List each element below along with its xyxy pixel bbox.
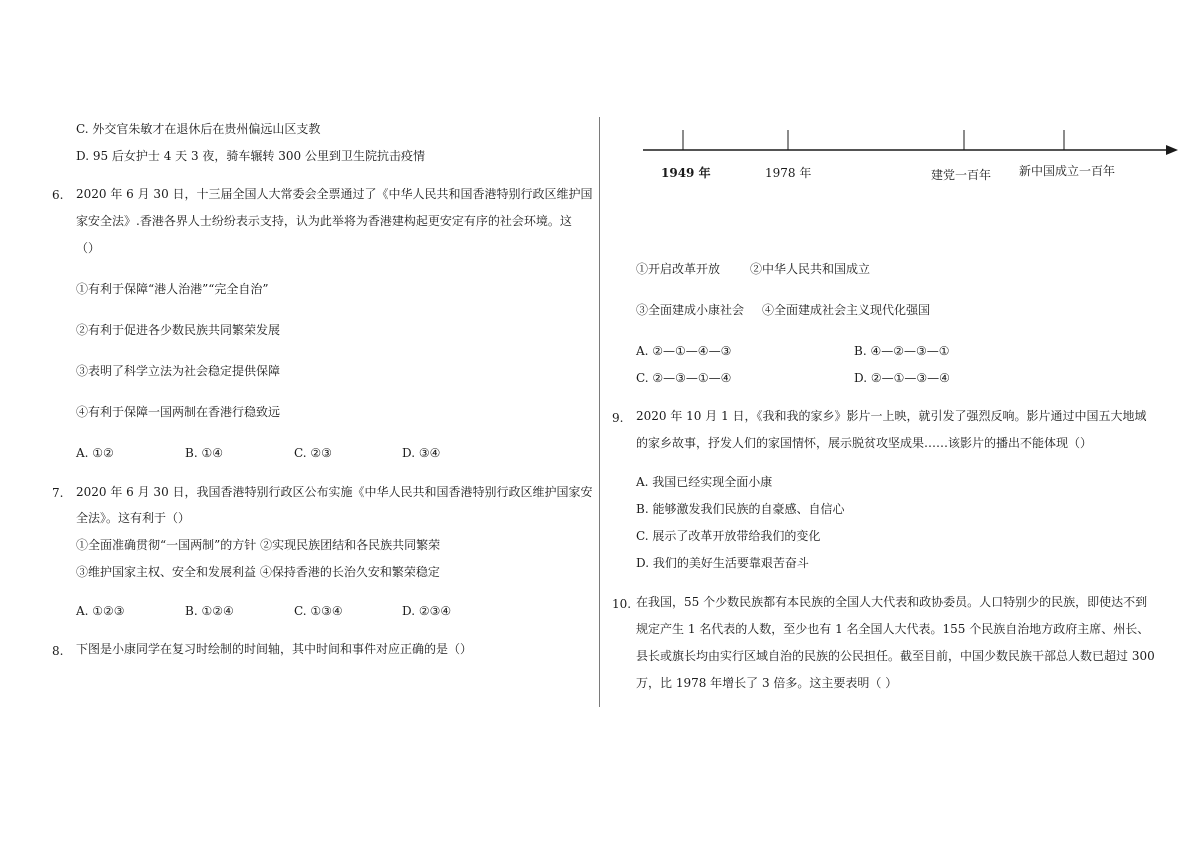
q10-stem-line1: 在我国，55 个少数民族都有本民族的全国人大代表和政协委员。人口特别少的民族，即使达不到	[636, 595, 1148, 609]
q7-option-b[interactable]: B. ①②④	[185, 604, 234, 618]
q8-item-3: ③全面建成小康社会	[636, 303, 745, 317]
q10-stem-line3: 县长或旗长均由实行区域自治的民族的公民担任。截至目前，中国少数民族干部总人数已超过 300	[636, 649, 1155, 663]
timeline-label-1978: 1978 年	[765, 166, 812, 180]
q8-option-a[interactable]: A. ②—①—④—③	[636, 344, 732, 358]
q10-stem-line4: 万，比 1978 年增长了 3 倍多。这主要表明（ ）	[636, 676, 898, 690]
q5-option-c[interactable]: C. 外交官朱敏才在退休后在贵州偏远山区支教	[76, 122, 321, 136]
q6-option-a[interactable]: A. ①②	[76, 446, 114, 460]
q8-option-c[interactable]: C. ②—③—①—④	[636, 371, 732, 385]
q6-stem-line2: 家安全法》.香港各界人士纷纷表示支持，认为此举将为香港建构起更安定有序的社会环境。这	[76, 214, 572, 228]
q9-number: 9.	[612, 411, 624, 425]
q7-number: 7.	[52, 486, 64, 500]
q9-stem-line1: 2020 年 10 月 1 日，《我和我的家乡》影片一上映，就引发了强烈反响。影片通过中国五大地域	[636, 409, 1147, 423]
q8-stem: 下图是小康同学在复习时绘制的时间轴，其中时间和事件对应正确的是（）	[76, 642, 473, 656]
q7-stem-line2: 全法》。这有利于（）	[76, 511, 191, 525]
q5-option-d[interactable]: D. 95 后女护士 4 天 3 夜，骑车辗转 300 公里到卫生院抗击疫情	[76, 149, 425, 163]
q6-item-4: ④有利于保障一国两制在香港行稳致远	[76, 405, 281, 419]
q6-item-2: ②有利于促进各少数民族共同繁荣发展	[76, 323, 281, 337]
timeline-label-prc-centenary: 新中国成立一百年	[1019, 164, 1116, 178]
timeline-label-1949: 1949 年	[661, 166, 711, 180]
q7-items-line2: ③维护国家主权、安全和发展利益 ④保持香港的长治久安和繁荣稳定	[76, 565, 440, 579]
q6-option-c[interactable]: C. ②③	[294, 446, 332, 460]
q9-stem-line2: 的家乡故事，抒发人们的家国情怀，展示脱贫攻坚成果……该影片的播出不能体现（）	[636, 436, 1093, 450]
q6-number: 6.	[52, 188, 64, 202]
timeline-label-party-centenary: 建党一百年	[931, 168, 992, 182]
q10-stem-line2: 规定产生 1 名代表的人数，至少也有 1 名全国人大代表。155 个民族自治地方政府主席、州长、	[636, 622, 1150, 636]
q8-option-b[interactable]: B. ④—②—③—①	[854, 344, 950, 358]
q6-stem-line3: （）	[76, 241, 101, 255]
column-divider	[599, 117, 600, 707]
q8-number: 8.	[52, 644, 64, 658]
q10-number: 10.	[612, 597, 632, 611]
timeline-axis	[643, 128, 1178, 160]
q7-option-a[interactable]: A. ①②③	[76, 604, 125, 618]
q9-option-b[interactable]: B. 能够激发我们民族的自豪感、自信心	[636, 502, 845, 516]
q6-item-3: ③表明了科学立法为社会稳定提供保障	[76, 364, 281, 378]
q9-option-d[interactable]: D. 我们的美好生活要靠艰苦奋斗	[636, 556, 809, 570]
timeline	[643, 128, 1178, 188]
q8-option-d[interactable]: D. ②—①—③—④	[854, 371, 950, 385]
q9-option-c[interactable]: C. 展示了改革开放带给我们的变化	[636, 529, 821, 543]
q7-stem-line1: 2020 年 6 月 30 日，我国香港特别行政区公布实施《中华人民共和国香港特别行政区维护国家安	[76, 485, 593, 499]
q6-option-d[interactable]: D. ③④	[402, 446, 441, 460]
q6-stem-line1: 2020 年 6 月 30 日，十三届全国人大常委会全票通过了《中华人民共和国香港特别行政区维护国	[76, 187, 593, 201]
q9-option-a[interactable]: A. 我国已经实现全面小康	[636, 475, 773, 489]
q6-item-1: ①有利于保障“港人治港”“完全自治”	[76, 282, 269, 296]
q7-items-line1: ①全面准确贯彻“一国两制”的方针 ②实现民族团结和各民族共同繁荣	[76, 538, 441, 552]
q6-option-b[interactable]: B. ①④	[185, 446, 223, 460]
q8-item-4: ④全面建成社会主义现代化强国	[762, 303, 931, 317]
q8-item-2: ②中华人民共和国成立	[750, 262, 871, 276]
q7-option-c[interactable]: C. ①③④	[294, 604, 343, 618]
q7-option-d[interactable]: D. ②③④	[402, 604, 452, 618]
q8-item-1: ①开启改革开放	[636, 262, 721, 276]
